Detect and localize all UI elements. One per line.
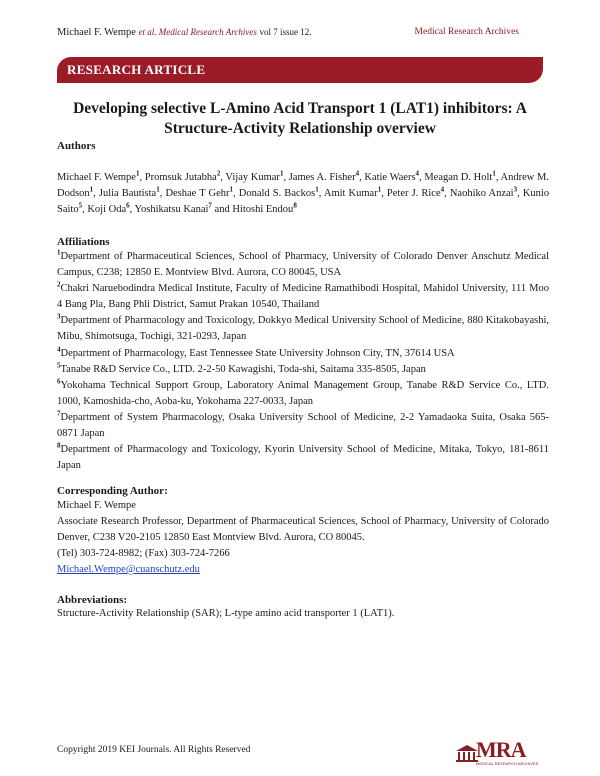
author-name: James A. Fisher [288, 172, 356, 183]
affiliation-item [57, 346, 549, 362]
affiliation-text: Tanabe R&D Service Co., LTD. 2-2-50 Kawagishi, Toda-shi, Saitama 335-8505, Japan [60, 363, 426, 375]
affiliation-number: 3 [57, 312, 61, 321]
header-citation: et al. Medical Research Archives [138, 27, 257, 37]
author-affiliation-marker: 1 [89, 185, 94, 194]
affiliation-item [57, 378, 549, 410]
author-name: Michael F. Wempe [57, 172, 136, 183]
author-affiliation-marker: 1 [279, 169, 284, 178]
author-name: Donald S. Backos [238, 188, 316, 199]
author-name: Yoshikatsu Kanai [134, 204, 209, 215]
affiliation-text: Chakri Naruebodindra Medical Institute, Faculty of Medicine Ramathibodi Hospital, Mahidol University, 111 Moo 4 Bang Pla, Bang Phli District, Samut Prakan 10540, Thailand [57, 283, 549, 311]
logo-text: MRA [476, 737, 526, 762]
author-name: Julia Bautista [98, 188, 157, 199]
corresponding-email-link[interactable]: Michael.Wempe@cuanschutz.edu [57, 564, 200, 575]
header-journal: Medical Research Archives [414, 27, 519, 37]
author-name: Katie Waers [364, 172, 416, 183]
affiliation-item [57, 281, 549, 313]
corresponding-block [57, 498, 549, 578]
affiliation-number: 8 [57, 441, 61, 450]
author-affiliation-marker: 7 [208, 201, 212, 210]
author-name: Deshae T Gehr [165, 188, 230, 199]
authors-list: Michael F. Wempe$^1$, Promsuk Jutabha$^2$, Vijay Kumar$^1$, James A. Fisher$^4$, Katie Waers$^4$, Meagan D. Holt$^1$, Andrew M. Dodson$^1$, Julia Bautista$^1$, Deshae T Gehr$^1$, Donald S. Backos$^1$, Amit Kumar$^1$, Peter J. Rice$^4$, Naohiko Anzai$^3$, Kunio Saito$^5$, Koji Oda$^6$, Yoshikatsu Kanai$^7$ and Hitoshi Endou$^8$ [57, 169, 550, 215]
affiliation-number: 5 [57, 361, 61, 370]
mra-logo [454, 739, 546, 767]
title-line-2: Structure-Activity Relationship overview [164, 120, 436, 137]
author-affiliation-marker: 4 [355, 169, 360, 178]
author-name: Meagan D. Holt [424, 172, 493, 183]
author-affiliation-marker: 6 [126, 201, 130, 210]
author-affiliation-marker: 4 [415, 169, 420, 178]
affiliation-number: 1 [57, 248, 61, 257]
affiliation-item [57, 410, 549, 442]
header-author: Michael F. Wempe [57, 27, 136, 38]
author-affiliation-marker: 1 [315, 185, 319, 194]
author-name: Hitoshi Endou [232, 204, 294, 215]
author-name: Vijay Kumar [225, 172, 280, 183]
corresponding-name: Michael F. Wempe [57, 500, 136, 511]
affiliation-item [57, 362, 549, 378]
author-affiliation-marker: 5 [78, 201, 83, 210]
corresponding-phone: (Tel) 303-724-8982; (Fax) 303-724-7266 [57, 548, 230, 559]
author-affiliation-marker: 3 [513, 185, 518, 194]
footer-copyright: Copyright 2019 KEI Journals. All Rights Reserved [57, 745, 251, 755]
article-type-banner: RESEARCH ARTICLE [57, 57, 543, 83]
author-name: Peter J. Rice [386, 188, 441, 199]
author-name: Kunio Saito [57, 188, 550, 215]
running-header [57, 27, 547, 43]
affiliation-text: Department of System Pharmacology, Osaka University School of Medicine, 2-2 Yamadaoka Suita, Osaka 565-0871 Japan [57, 411, 549, 440]
author-name: Koji Oda [87, 204, 127, 215]
affiliation-item [57, 249, 549, 281]
author-conjunction: and [211, 204, 233, 215]
author-name: Andrew M. Dodson [57, 172, 549, 199]
abbreviations-text: Structure-Activity Relationship (SAR); L-type amino acid transporter 1 (LAT1). [57, 608, 395, 619]
abbreviations-heading: Abbreviations: [57, 594, 128, 606]
affiliations-heading: Affiliations [57, 236, 110, 248]
affiliation-number: 4 [57, 345, 61, 354]
article-title [60, 99, 540, 139]
header-volume: vol 7 issue 12. [259, 27, 312, 37]
affiliation-item [57, 313, 549, 345]
affiliation-text: Yokohama Technical Support Group, Laboratory Animal Management Group, Tanabe R&D Service Co., LTD. 1000, Kamoshida-cho, Aoba-ku, Yokohama 227-0033, Japan [57, 379, 549, 407]
author-affiliation-marker: 1 [135, 169, 140, 178]
affiliation-number: 7 [57, 409, 61, 418]
corresponding-heading: Corresponding Author: [57, 485, 168, 497]
author-affiliation-marker: 1 [377, 185, 382, 194]
author-name: Naohiko Anzai [449, 188, 514, 199]
affiliation-text: Department of Pharmacology, East Tennessee State University Johnson City, TN, 37614 USA [60, 347, 455, 359]
author-affiliation-marker: 1 [156, 185, 160, 194]
title-line-1: Developing selective L-Amino Acid Transport 1 (LAT1) inhibitors: A [73, 100, 527, 117]
affiliation-text: Department of Pharmacology and Toxicology, Kyorin University School of Medicine, Mitaka, Tokyo, 181-8611 Japan [57, 444, 549, 472]
author-affiliation-marker: 1 [229, 185, 234, 194]
author-name: Promsuk Jutabha [144, 172, 217, 183]
author-affiliation-marker: 8 [293, 201, 297, 210]
affiliations-list [57, 249, 549, 474]
author-affiliation-marker: 4 [440, 185, 445, 194]
author-name: Amit Kumar [323, 188, 378, 199]
affiliation-text: Department of Pharmaceutical Sciences, School of Pharmacy, University of Colorado Denver Anschutz Medical Campus, C238; 12850 E. Montview Blvd. Aurora, CO 80045, USA [57, 251, 549, 279]
authors-heading: Authors [57, 140, 96, 152]
affiliation-text: Department of Pharmacology and Toxicology, Dokkyo Medical University School of Medicine, 880 Kitakobayashi, Mibu, Shimotsuga, Tochigi, 321-0293, Japan [57, 315, 549, 343]
author-affiliation-marker: 2 [216, 169, 221, 178]
author-affiliation-marker: 1 [492, 169, 496, 178]
logo-subtext: MEDICAL RESEARCH ARCHIVES [476, 761, 539, 766]
affiliation-item [57, 442, 549, 474]
corresponding-position: Associate Research Professor, Department of Pharmaceutical Sciences, School of Pharmacy, University of Colorado Denver, C238 V20-2105 12850 East Montview Blvd. Aurora, CO 80045. [57, 516, 549, 543]
affiliation-number: 6 [57, 377, 61, 386]
affiliation-number: 2 [57, 280, 61, 289]
